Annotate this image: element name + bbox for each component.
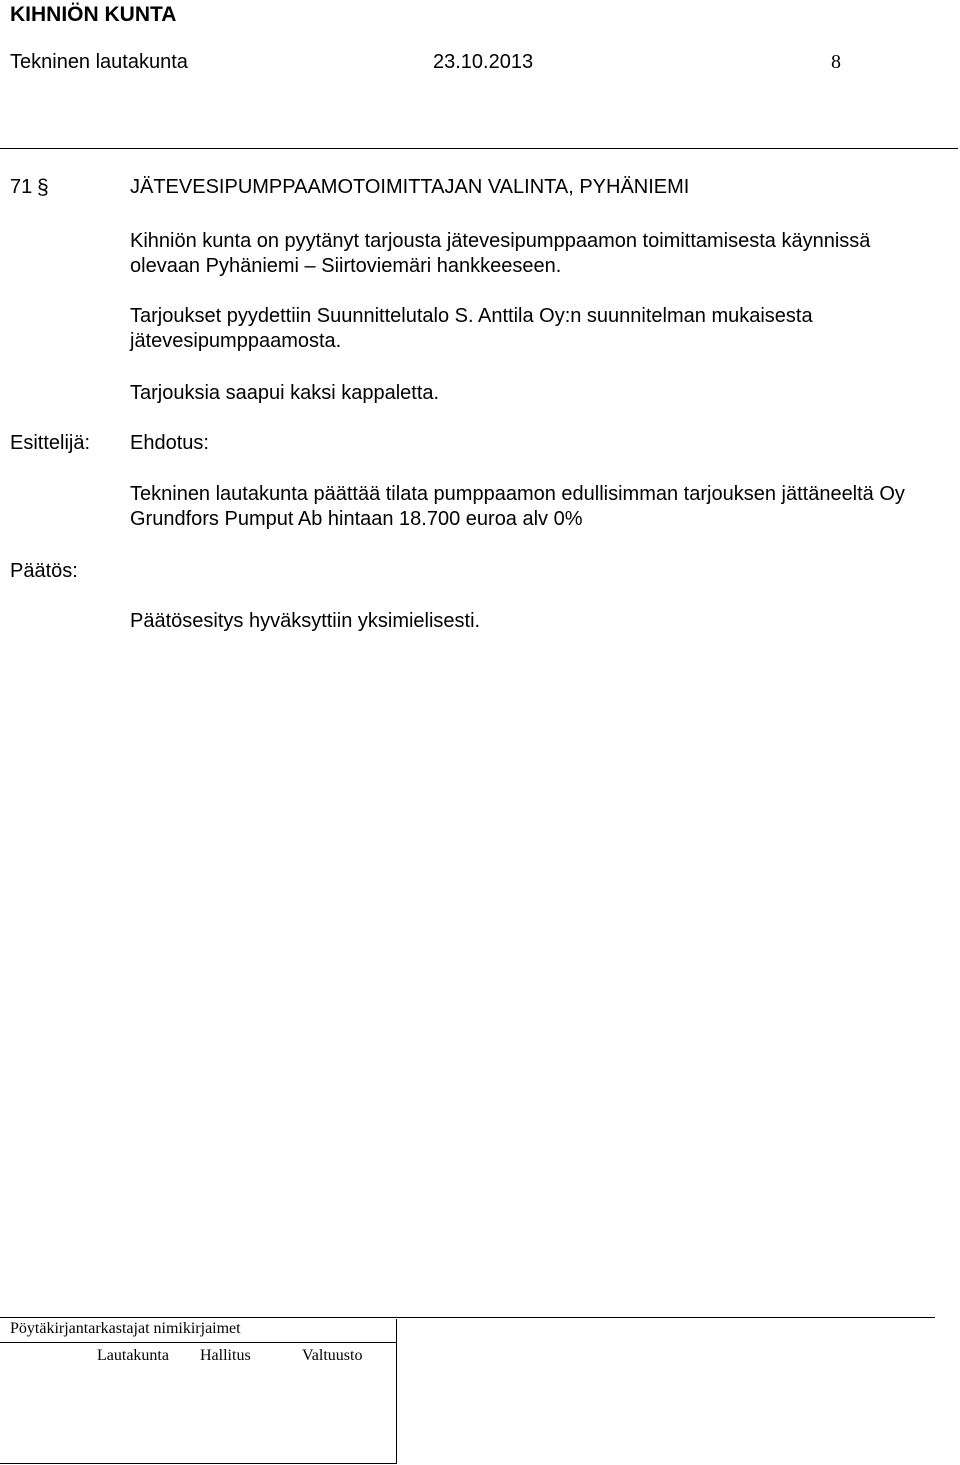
header-divider: [0, 148, 958, 149]
page-number: 8: [831, 51, 841, 73]
section-sign: §: [37, 176, 49, 199]
organization-name: KIHNIÖN KUNTA: [10, 3, 177, 26]
column-hallitus: Hallitus: [200, 1347, 251, 1364]
signature-box-divider: [0, 1342, 396, 1343]
decision-label: Päätös:: [10, 560, 78, 582]
section-number: 71: [10, 176, 33, 198]
meeting-date: 23.10.2013: [433, 51, 534, 73]
board-name: Tekninen lautakunta: [10, 51, 188, 73]
decision-text: Päätösesitys hyväksyttiin yksimielisesti.: [130, 610, 481, 632]
paragraph-received: Tarjouksia saapui kaksi kappaletta.: [130, 382, 440, 404]
section-title: JÄTEVESIPUMPPAAMOTOIMITTAJAN VALINTA, PYHÄNIEMI: [130, 176, 690, 198]
signatures-label: Pöytäkirjantarkastajat nimikirjaimet: [10, 1320, 241, 1337]
proposal-text: Tekninen lautakunta päättää tilata pumppaamon edullisimman tarjouksen jättäneeltä Oy Grundfors Pumput Ab hintaan 18.700 euroa alv 0%: [130, 483, 905, 530]
proposal-label: Ehdotus:: [130, 432, 209, 454]
presenter-label: Esittelijä:: [10, 432, 91, 454]
paragraph-request: Kihniön kunta on pyytänyt tarjousta jätevesipumppaamon toimittamisesta käynnissä olevaan Pyhäniemi – Siirtoviemäri hankkeeseen.: [130, 230, 871, 277]
column-lautakunta: Lautakunta: [97, 1347, 169, 1364]
column-valtuusto: Valtuusto: [302, 1347, 363, 1364]
paragraph-tenders: Tarjoukset pyydettiin Suunnittelutalo S. Anttila Oy:n suunnitelman mukaisesta jätevesipumppaamosta.: [130, 305, 813, 352]
signature-box: [0, 1319, 397, 1464]
footer-top-rule: [0, 1317, 935, 1318]
